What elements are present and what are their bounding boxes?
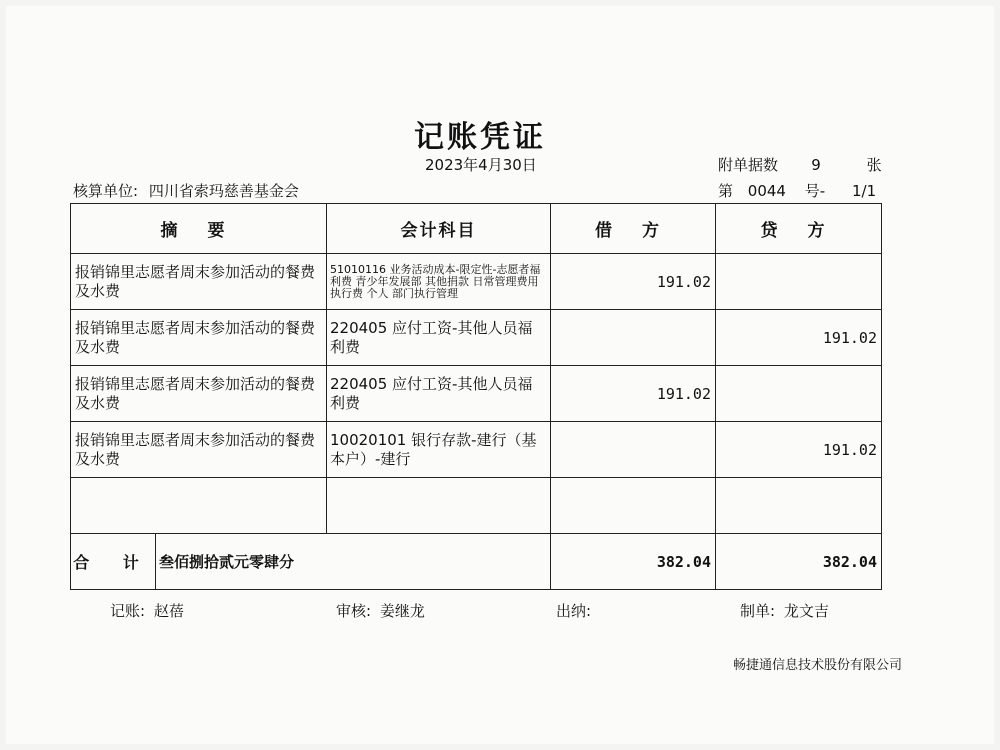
reviewer-signature: [336, 600, 425, 621]
reviewer-label: 审核:: [336, 602, 372, 620]
voucher-date: 2023年4月30日: [425, 156, 537, 174]
row-account: 220405 应付工资-其他人员福利费: [327, 366, 551, 422]
header-debit: 借 方: [551, 204, 716, 254]
attachments-count: 9: [811, 156, 821, 174]
unit-label: 核算单位:: [73, 182, 139, 200]
unit-name: 四川省索玛慈善基金会: [148, 182, 299, 200]
row-account: 10020101 银行存款-建行（基本户）-建行: [327, 422, 551, 478]
row-account: 220405 应付工资-其他人员福利费: [327, 310, 551, 366]
row-credit: [716, 254, 882, 310]
header-credit: 贷 方: [716, 204, 882, 254]
total-cell: [71, 534, 551, 590]
preparer-signature: [740, 600, 829, 621]
bookkeeper-name: 赵蓓: [153, 602, 184, 620]
voucher-suffix: 号-: [804, 182, 826, 200]
cashier-label: 出纳:: [556, 602, 592, 620]
row-summary: [71, 478, 327, 534]
row-summary: 报销锦里志愿者周末参加活动的餐费及水费: [71, 310, 327, 366]
row-account: 51010116 业务活动成本-限定性-志愿者福利费 青少年发展部 其他捐款 日常管理费用 执行费 个人 部门执行管理: [327, 254, 551, 310]
accounting-unit: [73, 180, 299, 201]
row-credit: [716, 366, 882, 422]
row-debit: [551, 310, 716, 366]
voucher-page: 1/1: [851, 182, 877, 200]
voucher-title: 记账凭证: [414, 120, 546, 155]
table-header-row: [71, 204, 882, 254]
row-credit: [716, 478, 882, 534]
reviewer-name: 姜继龙: [379, 602, 425, 620]
attachments-info: [718, 154, 882, 175]
bookkeeper-signature: [110, 600, 184, 621]
table-row: [71, 310, 882, 366]
total-label: 合 计: [71, 534, 156, 589]
row-debit: [551, 478, 716, 534]
row-debit: 191.02: [551, 366, 716, 422]
row-summary: 报销锦里志愿者周末参加活动的餐费及水费: [71, 422, 327, 478]
table-row-empty: [71, 478, 882, 534]
row-account: [327, 478, 551, 534]
row-debit: [551, 422, 716, 478]
row-summary: 报销锦里志愿者周末参加活动的餐费及水费: [71, 366, 327, 422]
table-row: [71, 422, 882, 478]
attachments-label: 附单据数: [718, 156, 779, 174]
voucher-number-info: [718, 180, 876, 201]
total-debit: 382.04: [551, 534, 716, 590]
row-credit: 191.02: [716, 422, 882, 478]
table-row: [71, 366, 882, 422]
voucher-prefix: 第: [718, 182, 734, 200]
header-summary: 摘 要: [71, 204, 327, 254]
total-amount-words: 叁佰捌拾贰元零肆分: [159, 553, 295, 571]
row-debit: 191.02: [551, 254, 716, 310]
bookkeeper-label: 记账:: [110, 602, 146, 620]
preparer-label: 制单:: [740, 602, 776, 620]
attachments-unit: 张: [866, 156, 882, 174]
voucher-table: [70, 203, 882, 590]
preparer-name: 龙文吉: [783, 602, 829, 620]
header-account: 会计科目: [327, 204, 551, 254]
total-row: [71, 534, 882, 590]
cashier-signature: [556, 600, 595, 621]
row-summary: 报销锦里志愿者周末参加活动的餐费及水费: [71, 254, 327, 310]
total-credit: 382.04: [716, 534, 882, 590]
row-credit: 191.02: [716, 310, 882, 366]
voucher-number: 0044: [747, 182, 786, 200]
table-row: [71, 254, 882, 310]
software-company: 畅捷通信息技术股份有限公司: [733, 658, 903, 673]
